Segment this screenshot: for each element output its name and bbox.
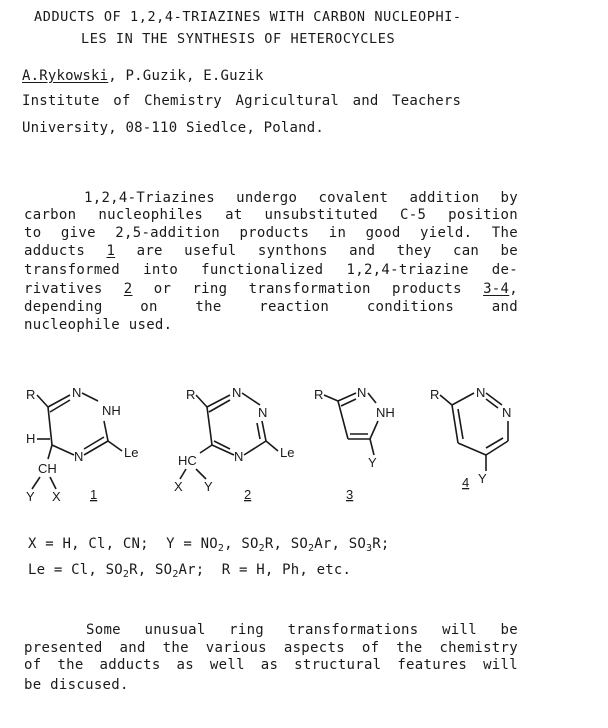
s1-h-label: H: [26, 431, 36, 446]
authors: [22, 68, 264, 84]
s1-n1-label: N: [72, 385, 82, 400]
s3-nh-label: NH: [376, 405, 395, 420]
compound-ref-2: 2: [123, 281, 133, 297]
abstract-line-6: rivatives 2 or ring transformation products 3-4,: [24, 281, 518, 297]
abstract-line-8: nucleophile used.: [24, 317, 173, 333]
s1-number: 1: [90, 487, 98, 502]
s2-y-label: Y: [204, 479, 213, 494]
structure-1: [26, 385, 138, 504]
s2-hc-label: HC: [178, 453, 197, 468]
s2-r-label: R: [186, 387, 196, 402]
closing-line-2: presented and the various aspects of the chemistry: [24, 640, 518, 656]
s2-n4-label: N: [234, 449, 244, 464]
closing-line-1: Some unusual ring transformations will be: [86, 622, 518, 638]
closing-line-4: be discused.: [24, 677, 129, 693]
s4-number: 4: [462, 475, 470, 490]
abstract-line-4: adducts 1 are useful synthons and they can be: [24, 243, 518, 259]
s1-y-label: Y: [26, 489, 35, 504]
structure-4: [430, 385, 511, 490]
s3-number: 3: [346, 487, 354, 502]
abstract-line-2: carbon nucleophiles at unsubstituted C-5 position: [24, 207, 518, 223]
s1-r-label: R: [26, 387, 36, 402]
compound-ref-1: 1: [106, 243, 116, 259]
s1-le-label: Le: [124, 445, 139, 460]
structure-2: [174, 385, 294, 502]
closing-line-3: of the adducts as well as structural features will: [24, 657, 518, 673]
s4-n1-label: N: [476, 385, 486, 400]
x-definition: X = H, Cl, CN;: [28, 536, 149, 552]
s2-n2-label: N: [258, 405, 268, 420]
le-definition: Le = Cl, $SO_2R$, $SO_2Ar$;: [28, 562, 205, 580]
s1-ch-label: CH: [38, 461, 57, 476]
s1-n4-label: N: [74, 449, 84, 464]
chemical-structures: [0, 375, 608, 505]
structure-3: [314, 385, 395, 502]
abstract-line-5: transformed into functionalized 1,2,4-triazine de-: [24, 262, 518, 278]
s2-x-label: X: [174, 479, 183, 494]
s3-y-label: Y: [368, 455, 377, 470]
legend-line-1: [28, 536, 390, 554]
title-line-1: ADDUCTS OF 1,2,4-TRIAZINES WITH CARBON NUCLEOPHI-: [34, 9, 462, 25]
y-definition: $Y = NO_2$, $SO_2R$, $SO_2Ar$, $SO_3R$;: [166, 536, 390, 554]
compound-ref-3-4: 3-4: [483, 281, 510, 297]
s2-le-label: Le: [280, 445, 295, 460]
s3-n1-label: N: [357, 385, 367, 400]
abstract-line-3: to give 2,5-addition products in good yield. The: [24, 225, 518, 241]
s4-y-label: Y: [478, 471, 487, 486]
other-authors: , P.Guzik, E.Guzik: [108, 68, 264, 84]
first-author: A.Rykowski: [22, 68, 109, 84]
affiliation-line-1: Institute of Chemistry Agricultural and Teachers: [22, 93, 462, 109]
legend-line-2: [28, 562, 351, 580]
s3-r-label: R: [314, 387, 324, 402]
affiliation-line-2: University, 08-110 Siedlce, Poland.: [22, 120, 325, 136]
title-line-2: LES IN THE SYNTHESIS OF HETEROCYCLES: [81, 31, 396, 47]
abstract-line-1: 1,2,4-Triazines undergo covalent addition by: [84, 190, 518, 206]
s1-x-label: X: [52, 489, 61, 504]
s2-n1-label: N: [232, 385, 242, 400]
abstract-line-7: depending on the reaction conditions and: [24, 299, 518, 315]
s1-nh-label: NH: [102, 403, 121, 418]
s4-r-label: R: [430, 387, 440, 402]
r-definition: R = H, Ph, etc.: [221, 562, 352, 578]
s4-n2-label: N: [502, 405, 512, 420]
s2-number: 2: [244, 487, 252, 502]
